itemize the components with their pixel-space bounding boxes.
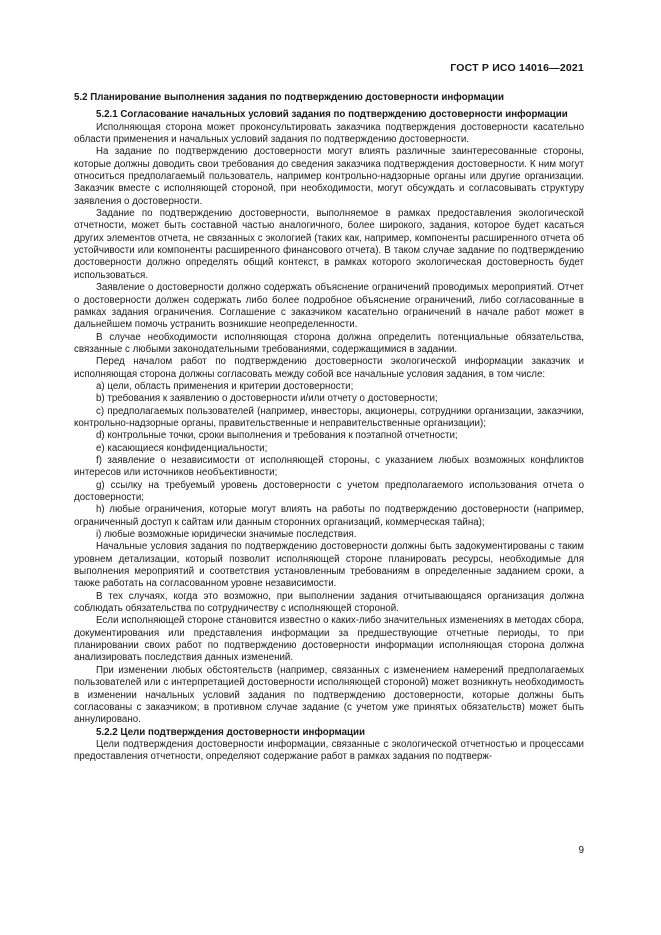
standard-designation: ГОСТ Р ИСО 14016—2021 bbox=[450, 62, 584, 74]
list-item: d) контрольные точки, сроки выполнения и требования к поэтапной отчетности; bbox=[96, 430, 458, 442]
section-5-2-heading: 5.2 Планирование выполнения задания по подтверждению достоверности информации bbox=[74, 92, 504, 103]
section-5-2-2-heading: 5.2.2 Цели подтверждения достоверности информации bbox=[96, 726, 366, 738]
list-item: a) цели, область применения и критерии достоверности; bbox=[96, 380, 354, 392]
page-number: 9 bbox=[578, 845, 584, 856]
list-item: g) ссылку на требуемый уровень достоверности с учетом предполагаемого использования отчета о достоверности; bbox=[74, 479, 584, 503]
section-5-2-1-heading: 5.2.1 Согласование начальных условий задания по подтверждению достоверности информации bbox=[96, 109, 568, 121]
list-item: b) требования к заявлению о достоверности и/или отчету о достоверности; bbox=[96, 393, 438, 405]
paragraph: Начальные условия задания по подтверждению достоверности должны быть задокументированы с таким уровнем детализации, который позволит исполняющей стороне планировать ресурсы, необходимые для выполнения мероприятий и соответствия установленным требованиям в определенные заданием сроки, а также работать на согласованном уровне независимости. bbox=[74, 541, 584, 590]
paragraph: Цели подтверждения достоверности информации, связанные с экологической отчетностью и процессами предоставления отчетности, определяют содержание работ в рамках задания по подтверж- bbox=[74, 738, 584, 763]
paragraph: Задание по подтверждению достоверности, выполняемое в рамках предоставления экологической отчетности, может быть составной частью аналогичного, более широкого, задания, которое будет касаться других элементов отчета, не связанных с экологией (таких как, например, компоненты расширенного отчета об устойчивости или компоненты расширенного финансового отчета). В таком случае задание по подтверждению достоверности должно определять общий контекст, в рамках которого экологическая достоверность будет использоваться. bbox=[74, 208, 584, 281]
page-content bbox=[74, 92, 584, 764]
list-item: e) касающиеся конфиденциальности; bbox=[96, 442, 268, 454]
list-item: f) заявление о независимости от исполняющей стороны, с указанием любых возможных конфликтов интересов или источников необъективности; bbox=[74, 454, 584, 479]
list-item: i) любые возможные юридически значимые последствия. bbox=[96, 529, 357, 541]
paragraph: Заявление о достоверности должно содержать объяснение ограничений проводимых мероприятий. Отчет о достоверности должен содержать либо более подробное объяснение ограничений, либо согласованные в рамках задания ограничения. Соглашение с заказчиком касательно ограничений в начале работ может в дальнейшем помочь устранить возникшие неопределенности. bbox=[74, 282, 584, 331]
paragraph: В тех случаях, когда это возможно, при выполнении задания отчитывающаяся организация должна соблюдать обязательства по сотрудничеству с исполняющей стороной. bbox=[74, 590, 584, 615]
paragraph: Исполняющая сторона может проконсультировать заказчика подтверждения достоверности касательно области применения и начальных условий задания по подтверждению достоверности. bbox=[74, 121, 584, 146]
paragraph: Если исполняющей стороне становится известно о каких-либо значительных изменениях в методах сбора, документирования или представления информации за предшествующие отчетные периоды, то при планировании своих работ по подтверждению достоверности информации исполняющая сторона должна анализировать последствия данных изменений. bbox=[74, 615, 584, 664]
paragraph: При изменении любых обстоятельств (например, связанных с изменением намерений предполагаемых пользователей или с интерпретацией достоверности исполняющей стороной) может возникнуть необходимость в изменении начальных условий задания по подтверждению достоверности, которые должны быть согласованы с заказчиком; в противном случае задание (с учетом уже принятых обязательств) может быть аннулировано. bbox=[74, 664, 584, 726]
list-item: c) предполагаемых пользователей (например, инвесторы, акционеры, сотрудники организации, заказчики, контрольно-надзорные органы, правительственные и неправительственные организации); bbox=[74, 405, 584, 429]
paragraph: В случае необходимости исполняющая сторона должна определить потенциальные обязательства, связанные с любыми законодательными требованиями, содержащимися в задании. bbox=[74, 331, 584, 355]
paragraph: Перед началом работ по подтверждению достоверности экологической информации заказчик и исполняющая сторона должны согласовать между собой все начальные условия задания, в том числе: bbox=[74, 356, 584, 380]
paragraph: На задание по подтверждению достоверности могут влиять различные заинтересованные стороны, которые должны доводить свои требования до сведения заказчика подтверждения достоверности. К ним могут относиться предполагаемый пользователь, например контрольно-надзорные органы или другие организации. Заказчик вместе с исполняющей стороной, при необходимости, могут обсуждать и согласовывать структуру заявления о достоверности. bbox=[74, 146, 584, 207]
list-item: h) любые ограничения, которые могут влиять на работы по подтверждению достоверности (например, ограниченный доступ к сайтам или данным сторонних организаций, коммерческая тайна); bbox=[74, 504, 584, 528]
